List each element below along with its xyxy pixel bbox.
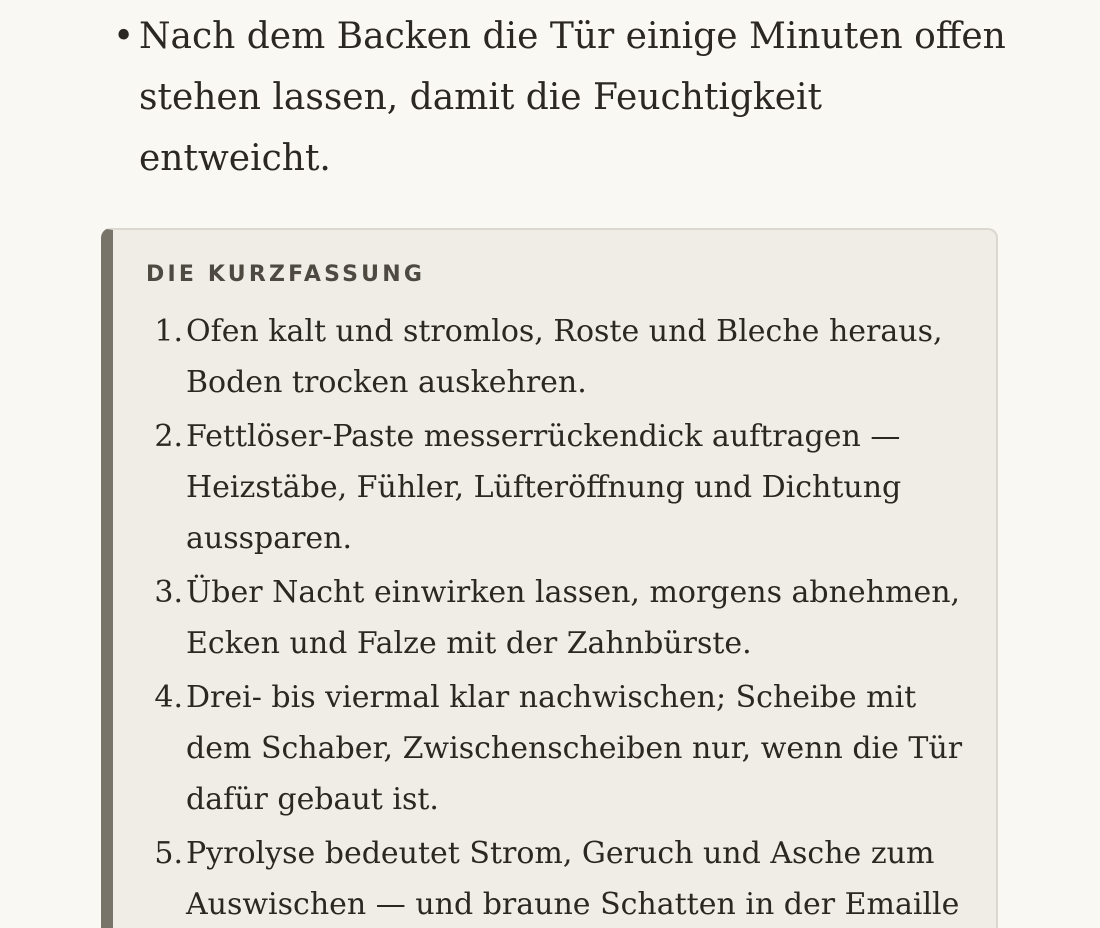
bullet-text: Nach dem Backen die Tür einige Minuten offen stehen lassen, damit die Feuchtigkeit entweicht. bbox=[139, 16, 1006, 179]
step-text: Drei- bis viermal klar nachwischen; Scheibe mit dem Schaber, Zwischenscheiben nur, wenn die Tür dafür gebaut ist. bbox=[186, 680, 963, 817]
summary-box bbox=[101, 228, 998, 928]
step-number: 2. bbox=[154, 419, 183, 454]
step-text: Über Nacht einwirken lassen, morgens abnehmen, Ecken und Falze mit der Zahnbürste. bbox=[186, 575, 961, 661]
list-item bbox=[154, 672, 986, 825]
step-text: Ofen kalt und stromlos, Roste und Bleche heraus, Boden trocken auskehren. bbox=[186, 314, 943, 400]
step-number: 3. bbox=[154, 575, 183, 610]
bullet-icon: • bbox=[113, 16, 135, 57]
step-number: 4. bbox=[154, 680, 183, 715]
list-item bbox=[154, 828, 986, 928]
list-item bbox=[108, 6, 1008, 189]
list-item bbox=[154, 306, 986, 408]
tips-bullet-list bbox=[108, 6, 1008, 189]
step-number: 5. bbox=[154, 836, 183, 871]
step-text: Pyrolyse bedeutet Strom, Geruch und Asche zum Auswischen — und braune Schatten in der Emaille bbox=[186, 836, 960, 922]
list-item bbox=[154, 567, 986, 669]
summary-heading: DIE KURZFASSUNG bbox=[146, 262, 426, 287]
list-item bbox=[154, 411, 986, 564]
summary-steps-list bbox=[154, 306, 986, 928]
step-number: 1. bbox=[154, 314, 183, 349]
step-text: Fettlöser-Paste messerrückendick auftragen — Heizstäbe, Fühler, Lüfteröffnung und Dichtung aussparen. bbox=[186, 419, 902, 556]
